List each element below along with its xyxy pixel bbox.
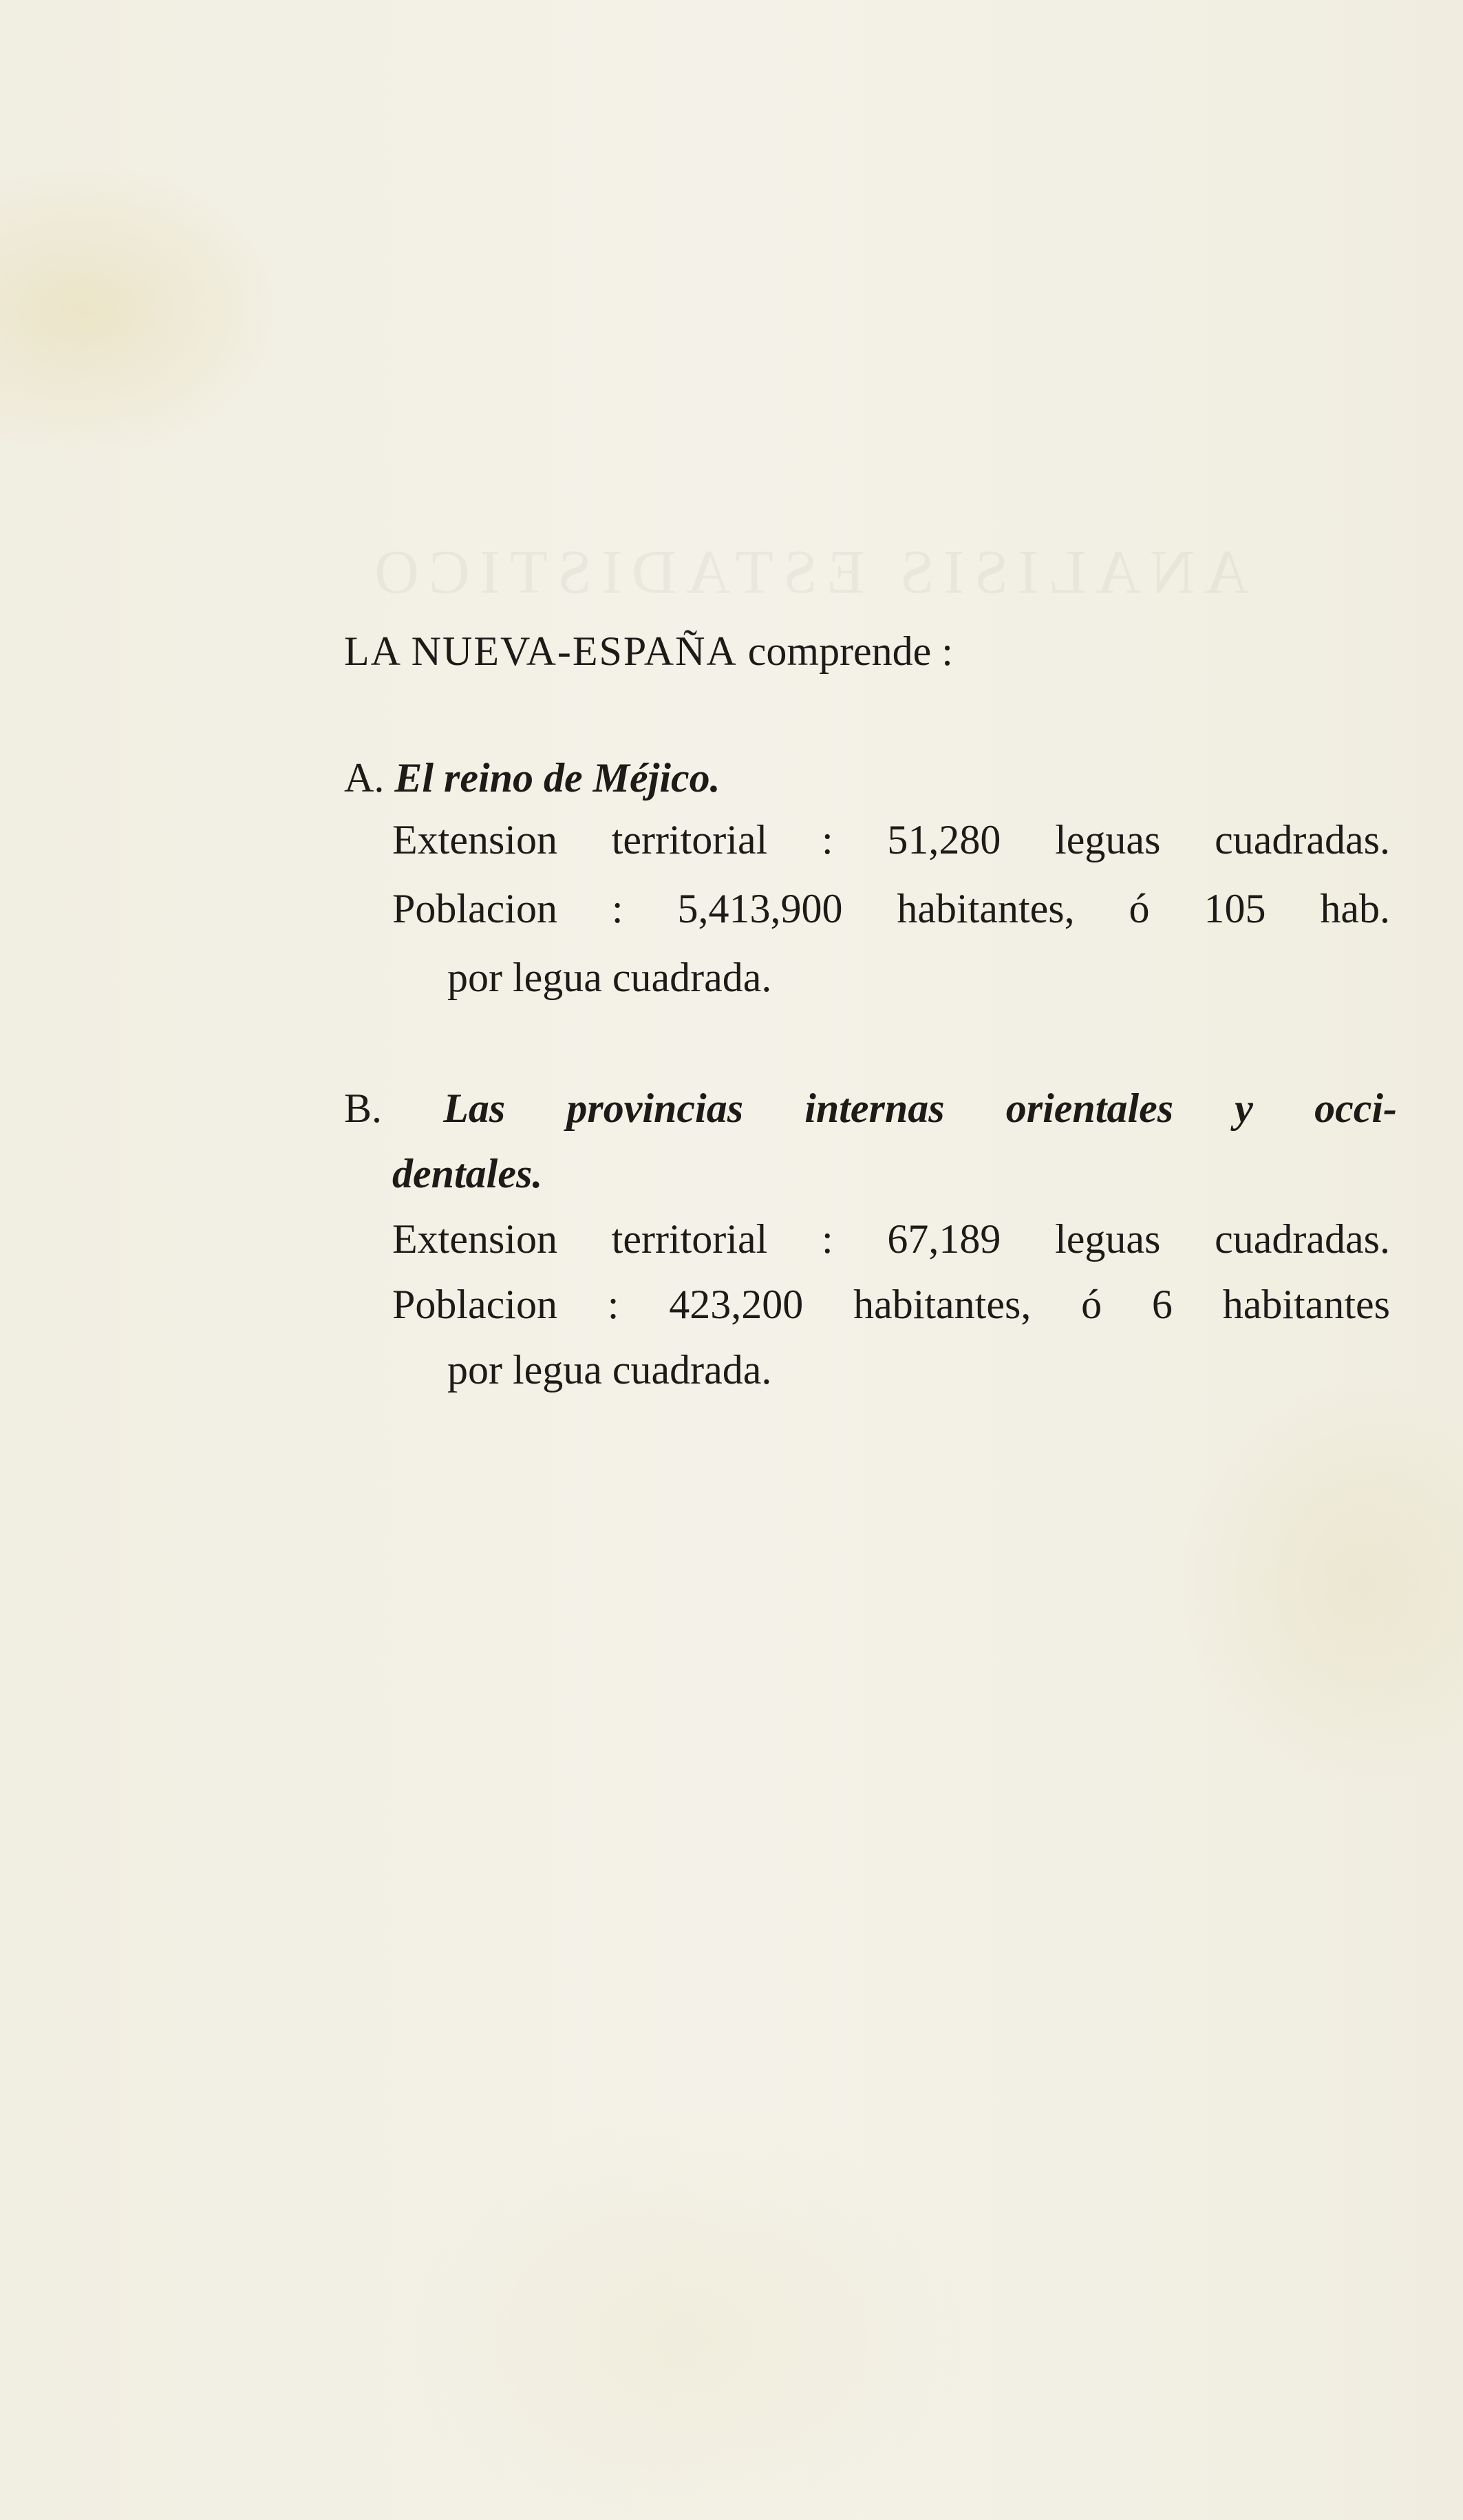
heading-caps: LA NUEVA-ESPAÑA [344, 628, 738, 674]
section-a-population-cont: por legua cuadrada. [447, 955, 772, 1000]
section-a-title [344, 750, 720, 805]
section-b-title-text: Las provincias internas orientales y occi- [443, 1086, 1397, 1131]
page-heading [344, 624, 953, 679]
section-b-extension: Extension territorial : 67,189 leguas cuadradas. [392, 1216, 1390, 1262]
section-a-letter: A. [344, 755, 385, 801]
section-b-letter: B. [344, 1086, 383, 1131]
section-b-title-cont: dentales. [392, 1151, 543, 1196]
section-a-extension: Extension territorial : 51,280 leguas cuadradas. [392, 817, 1390, 862]
section-b-title [344, 1081, 1397, 1136]
section-a-title-text: El reino de Méjico. [394, 755, 720, 801]
section-b-population: Poblacion : 423,200 habitantes, ó 6 habitantes [392, 1282, 1390, 1327]
section-b-population-cont: por legua cuadrada. [447, 1347, 772, 1393]
show-through-text: ANALISIS ESTADISTICO [365, 538, 1250, 606]
section-a-population: Poblacion : 5,413,900 habitantes, ó 105 hab. [392, 886, 1390, 931]
heading-rest: comprende : [747, 628, 953, 674]
